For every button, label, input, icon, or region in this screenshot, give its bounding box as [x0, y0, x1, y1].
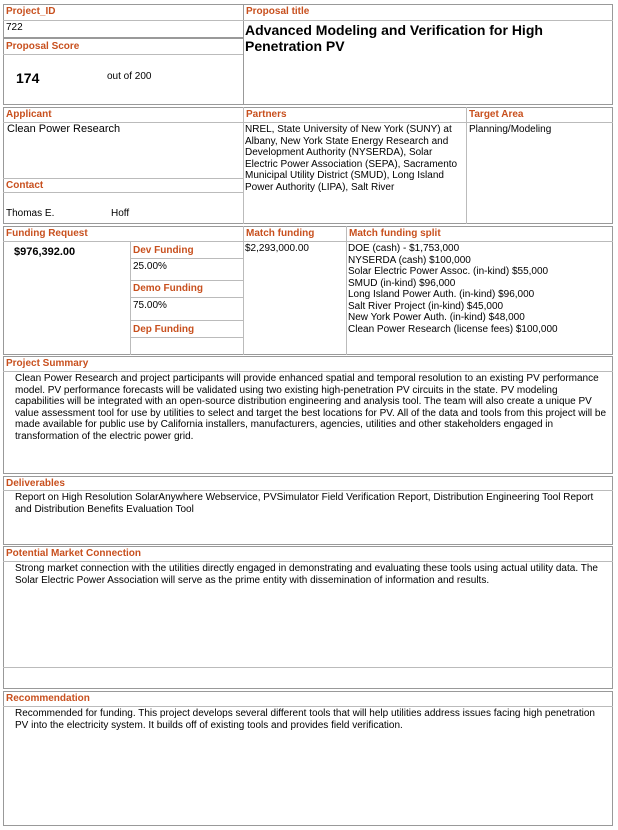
funding-request-label: Funding Request: [6, 228, 88, 239]
proposal-score-value: 174: [16, 70, 40, 86]
partners-value: NREL, State University of New York (SUNY) at Albany, New York State Energy Research and Development Authority (NYSERDA), Solar Electric Power Association (SEPA), Sacramento Municipal Utility District (SMUD), Long Island Power Authority (LIPA), Salt River: [245, 124, 458, 193]
project-id-label: Project_ID: [6, 6, 56, 17]
dep-funding-label: Dep Funding: [133, 324, 195, 335]
market-connection-value: Strong market connection with the utilities directly engaged in demonstrating and evaluating these tools using actual utility data. The Solar Electric Power Association will serve as the prime entity with dissemination of information and results.: [15, 563, 598, 586]
contact-label: Contact: [6, 180, 44, 191]
target-area-value: Planning/Modeling: [469, 124, 552, 135]
demo-funding-value: 75.00%: [133, 300, 167, 311]
proposal-score-label: Proposal Score: [6, 41, 80, 52]
partners-label: Partners: [246, 109, 287, 120]
applicant-value: Clean Power Research: [7, 123, 121, 135]
applicant-label: Applicant: [6, 109, 52, 120]
target-area-label: Target Area: [469, 109, 524, 120]
proposal-title-value: Advanced Modeling and Verification for High Penetration PV: [245, 22, 543, 54]
funding-request-value: $976,392.00: [14, 246, 76, 258]
match-split-label: Match funding split: [349, 228, 441, 239]
recommendation-label: Recommendation: [6, 693, 90, 704]
project-summary-label: Project Summary: [6, 358, 89, 369]
match-funding-label: Match funding: [246, 228, 315, 239]
dev-funding-value: 25.00%: [133, 261, 167, 272]
dev-funding-label: Dev Funding: [133, 245, 194, 256]
proposal-title-label: Proposal title: [246, 6, 310, 17]
deliverables-label: Deliverables: [6, 478, 65, 489]
recommendation-value: Recommended for funding. This project develops several different tools that will help utilities address issues facing high penetration PV into the electricity system. It builds off of existing tools and provides field verification.: [15, 708, 595, 731]
project-id-value: 722: [6, 22, 23, 33]
contact-last-name: Hoff: [111, 208, 130, 219]
demo-funding-label: Demo Funding: [133, 283, 203, 294]
project-summary-value: Clean Power Research and project participants will provide enhanced spatial and temporal resolution to an existing PV performance model. PV performance forecasts will be validated using two existing high-penetration PV circuits in the state. PV modeling capabilities will be integrated with an open-source distribution engineering and analysis tool. The team will also create a unique PV value assessment tool for use by utilities to select and target the best locations for PV. All of the data and tools from this project will be made available for public use by California installers, manufacturers, agencies, utilities and other stakeholders engaged in transformation of the electric power grid.: [15, 373, 607, 442]
contact-first-name: Thomas E.: [6, 208, 55, 219]
market-connection-label: Potential Market Connection: [6, 548, 142, 559]
match-funding-value: $2,293,000.00: [245, 243, 309, 254]
proposal-score-out-of: out of 200: [107, 71, 152, 82]
deliverables-value: Report on High Resolution SolarAnywhere Webservice, PVSimulator Field Verification Report, Distribution Engineering Tool Report and Distribution Benefits Evaluation Tool: [15, 492, 594, 515]
match-split-value: DOE (cash) - $1,753,000 NYSERDA (cash) $100,000 Solar Electric Power Assoc. (in-kind) $55,000 SMUD (in-kind) $96,000 Long Island Power Auth. (in-kind) $96,000 Salt River Project (in-kind) $45,000 New York Power Auth. (in-kind) $48,000 Clean Power Research (license fees) $100,000: [348, 243, 558, 335]
